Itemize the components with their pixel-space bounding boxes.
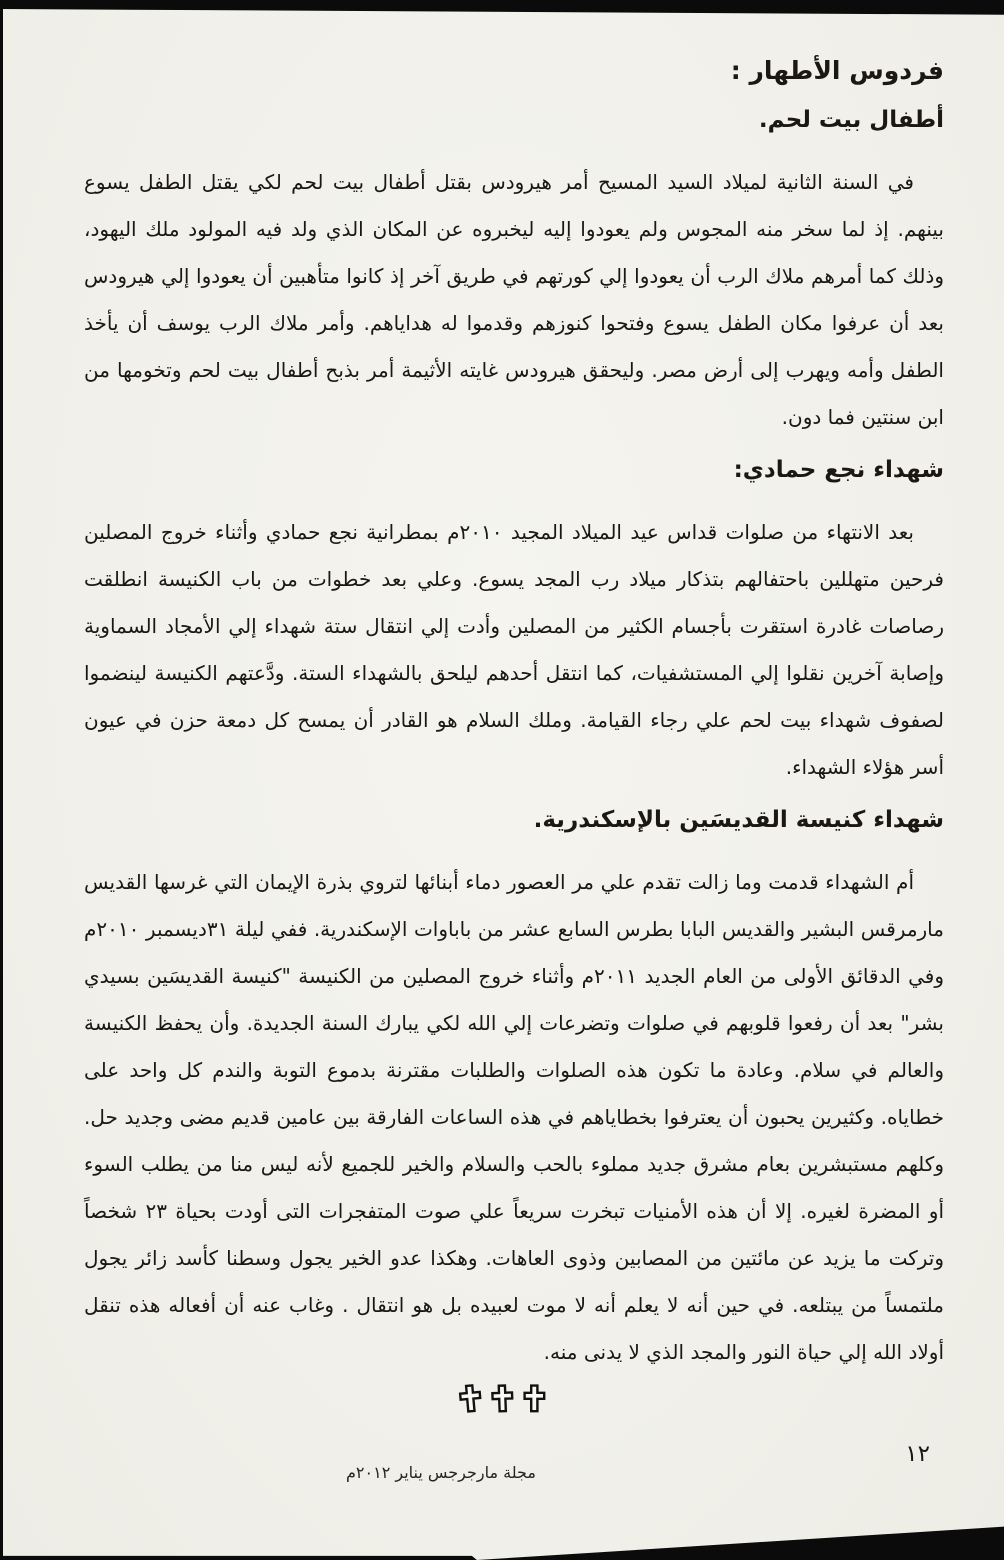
section-heading-children-of-bethlehem: أطفال بيت لحم. <box>758 107 944 133</box>
scan-artifact-bottom-wedge <box>0 1526 1004 1560</box>
section-heading-paradise-of-the-pure: فردوس الأطهار : <box>730 56 944 85</box>
cross-icon <box>457 1383 482 1414</box>
page-number: ١٢ <box>905 1441 930 1467</box>
section-heading-nag-hammadi-martyrs: شهداء نجع حمادي: <box>733 457 944 483</box>
section-heading-two-saints-church-martyrs: شهداء كنيسة القديسَين بالإسكندرية. <box>533 807 944 833</box>
magazine-footer-line: مجلة مارجرجس يناير ٢٠١٢م <box>346 1463 536 1482</box>
page-body <box>84 56 944 1392</box>
cross-icon <box>490 1384 514 1414</box>
cross-icon <box>523 1384 546 1413</box>
crosses-divider <box>0 1384 1004 1413</box>
paragraph-nag-hammadi-martyrs: بعد الانتهاء من صلوات قداس عيد الميلاد المجيد ٢٠١٠م بمطرانية نجع حمادي وأثناء خروج المصلين فرحين متهللين باحتفالهم بتذكار ميلاد رب المجد يسوع. وعلي بعد خطوات من باب الكنيسة انطلقت رصاصات غادرة استقرت بأجسام الكثير من المصلين وأدت إلي انتقال ستة شهداء إلي الأمجاد السماوية وإصابة آخرين نقلوا إلي المستشفيات، كما انتقل أحدهم ليلحق بالشهداء الستة. ودَّعتهم الكنيسة لينضموا لصفوف شهداء بيت لحم علي رجاء القيامة. وملك السلام هو القادر أن يمسح كل دمعة حزن في عيون أسر هؤلاء الشهداء. <box>84 520 944 779</box>
scan-artifact-top-bar <box>0 0 1004 16</box>
paragraph-children-of-bethlehem: في السنة الثانية لميلاد السيد المسيح أمر هيرودس بقتل أطفال بيت لحم لكي يقتل الطفل يسوع بينهم. إذ لما سخر منه المجوس ولم يعودوا إليه ليخبروه عن المكان الذي ولد فيه المولود ملك اليهود، وذلك كما أمرهم ملاك الرب أن يعودوا إلي كورتهم في طريق آخر إذ كانوا متأهبين أن يعودوا إلي هيرودس بعد أن عرفوا مكان الطفل يسوع وفتحوا كنوزهم وقدموا له هداياهم. وأمر ملاك الرب يوسف أن يأخذ الطفل وأمه ويهرب إلى أرض مصر. وليحقق هيرودس غايته الأثيمة أمر بذبح أطفال بيت لحم وتخومها من ابن سنتين فما دون. <box>84 170 944 429</box>
paragraph-two-saints-church-martyrs: أم الشهداء قدمت وما زالت تقدم علي مر العصور دماء أبنائها لتروي بذرة الإيمان التي غرسها القديس مارمرقس البشير والقديس البابا بطرس السابع عشر من باباوات الإسكندرية. ففي ليلة ٣١ديسمبر ٢٠١٠م وفي الدقائق الأولى من العام الجديد ٢٠١١م وأثناء خروج المصلين من الكنيسة "كنيسة القديسَين بسيدي بشر" بعد أن رفعوا قلوبهم في صلوات وتضرعات إلي الله لكي يبارك السنة الجديدة. وأن يحفظ الكنيسة والعالم في سلام. وعادة ما تكون هذه الصلوات والطلبات مقترنة بدموع التوبة والندم كل واحد على خطاياه. وكثيرين يحبون أن يعترفوا بخطاياهم في هذه الساعات الفارقة بين عامين قديم مضى وجديد حل. وكلهم مستبشرين بعام مشرق جديد مملوء بالحب والسلام والخير للجميع لأنه ليس منا من يطلب السوء أو المضرة لغيره. إلا أن هذه الأمنيات تبخرت سريعاً علي صوت المتفجرات التى أودت بحياة ٢٣ شخصاً وتركت ما يزيد عن مائتين من المصابين وذوى العاهات. وهكذا عدو الخير يجول وسطنا كأسد زائر يجول ملتمساً من يبتلعه. في حين أنه لا يعلم أنه لا موت لعبيده بل هو انتقال . وغاب عنه أن أفعاله هذه تنقل أولاد الله إلي حياة النور والمجد الذي لا يدنى منه. <box>84 870 945 1364</box>
scan-artifact-left-edge <box>0 0 3 1560</box>
